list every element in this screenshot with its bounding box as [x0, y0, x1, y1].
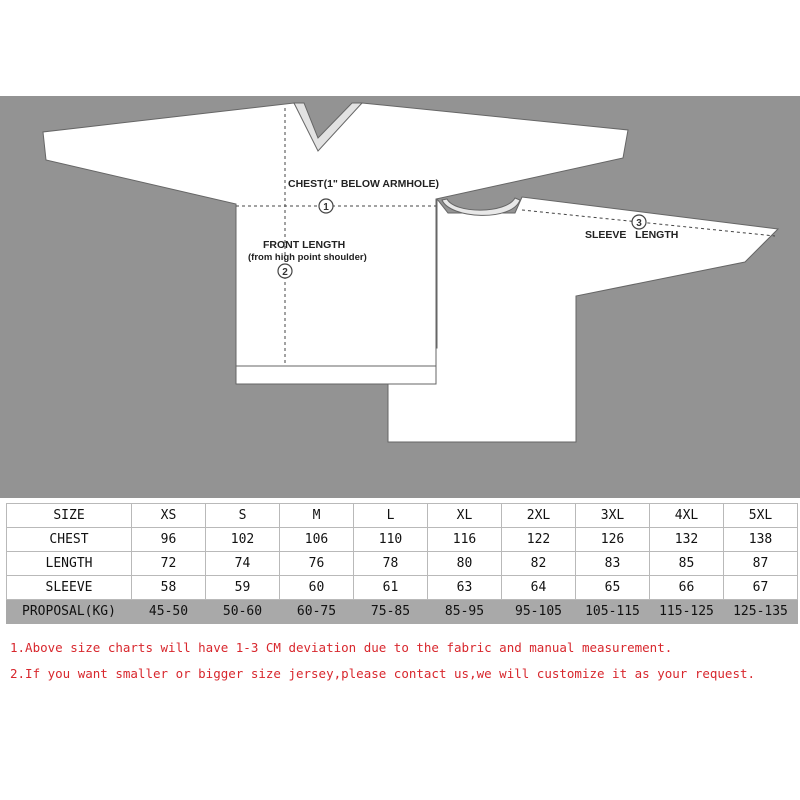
table-cell: PROPOSAL(KG) [7, 600, 132, 624]
table-cell: SLEEVE [7, 576, 132, 600]
marker-3: 3 [636, 218, 642, 229]
table-cell: 82 [502, 552, 576, 576]
table-cell: SIZE [7, 504, 132, 528]
table-cell: 59 [206, 576, 280, 600]
table-cell: 122 [502, 528, 576, 552]
table-header-row [7, 504, 798, 528]
table-cell: 64 [502, 576, 576, 600]
table-cell: 61 [354, 576, 428, 600]
table-cell: 50-60 [206, 600, 280, 624]
table-cell: 102 [206, 528, 280, 552]
table-cell: 85-95 [428, 600, 502, 624]
note-deviation: 1.Above size charts will have 1-3 CM deviation due to the fabric and manual measurement. [10, 640, 673, 655]
front-length-label: FRONT LENGTH [263, 239, 346, 251]
table-cell: 85 [650, 552, 724, 576]
table-cell: 106 [280, 528, 354, 552]
table-cell: XL [428, 504, 502, 528]
table-cell: 83 [576, 552, 650, 576]
table-cell: 115-125 [650, 600, 724, 624]
table-cell: CHEST [7, 528, 132, 552]
table-cell: 60-75 [280, 600, 354, 624]
table-cell: S [206, 504, 280, 528]
table-cell: L [354, 504, 428, 528]
table-cell: LENGTH [7, 552, 132, 576]
marker-1: 1 [323, 202, 329, 213]
marker-2: 2 [282, 267, 288, 278]
table-cell: 63 [428, 576, 502, 600]
table-row [7, 576, 798, 600]
table-cell: 72 [132, 552, 206, 576]
jersey-diagram [0, 96, 800, 498]
table-cell: 66 [650, 576, 724, 600]
table-cell: M [280, 504, 354, 528]
table-row [7, 552, 798, 576]
table-cell: 45-50 [132, 600, 206, 624]
back-jersey [388, 197, 778, 442]
table-cell: 110 [354, 528, 428, 552]
table-cell: 105-115 [576, 600, 650, 624]
front-length-sublabel: (from high point shoulder) [248, 252, 367, 263]
chest-label: CHEST(1" BELOW ARMHOLE) [288, 178, 439, 190]
note-customize: 2.If you want smaller or bigger size jersey,please contact us,we will customize it as your request. [10, 666, 756, 681]
table-cell: 95-105 [502, 600, 576, 624]
table-cell: 87 [724, 552, 798, 576]
table-cell: 126 [576, 528, 650, 552]
table-cell: 116 [428, 528, 502, 552]
table-cell: 2XL [502, 504, 576, 528]
table-cell: XS [132, 504, 206, 528]
table-cell: 60 [280, 576, 354, 600]
table-cell: 78 [354, 552, 428, 576]
table-cell: 65 [576, 576, 650, 600]
sleeve-length-label: SLEEVE LENGTH [585, 229, 679, 241]
table-cell: 125-135 [724, 600, 798, 624]
table-cell: 74 [206, 552, 280, 576]
jersey-illustration [0, 96, 800, 498]
table-cell: 96 [132, 528, 206, 552]
table-cell: 67 [724, 576, 798, 600]
size-chart-table [6, 503, 798, 624]
table-cell: 5XL [724, 504, 798, 528]
proposal-row [7, 600, 798, 624]
table-cell: 3XL [576, 504, 650, 528]
table-cell: 4XL [650, 504, 724, 528]
table-cell: 138 [724, 528, 798, 552]
table-cell: 75-85 [354, 600, 428, 624]
table-cell: 76 [280, 552, 354, 576]
table-cell: 58 [132, 576, 206, 600]
table-cell: 80 [428, 552, 502, 576]
table-row [7, 528, 798, 552]
table-cell: 132 [650, 528, 724, 552]
